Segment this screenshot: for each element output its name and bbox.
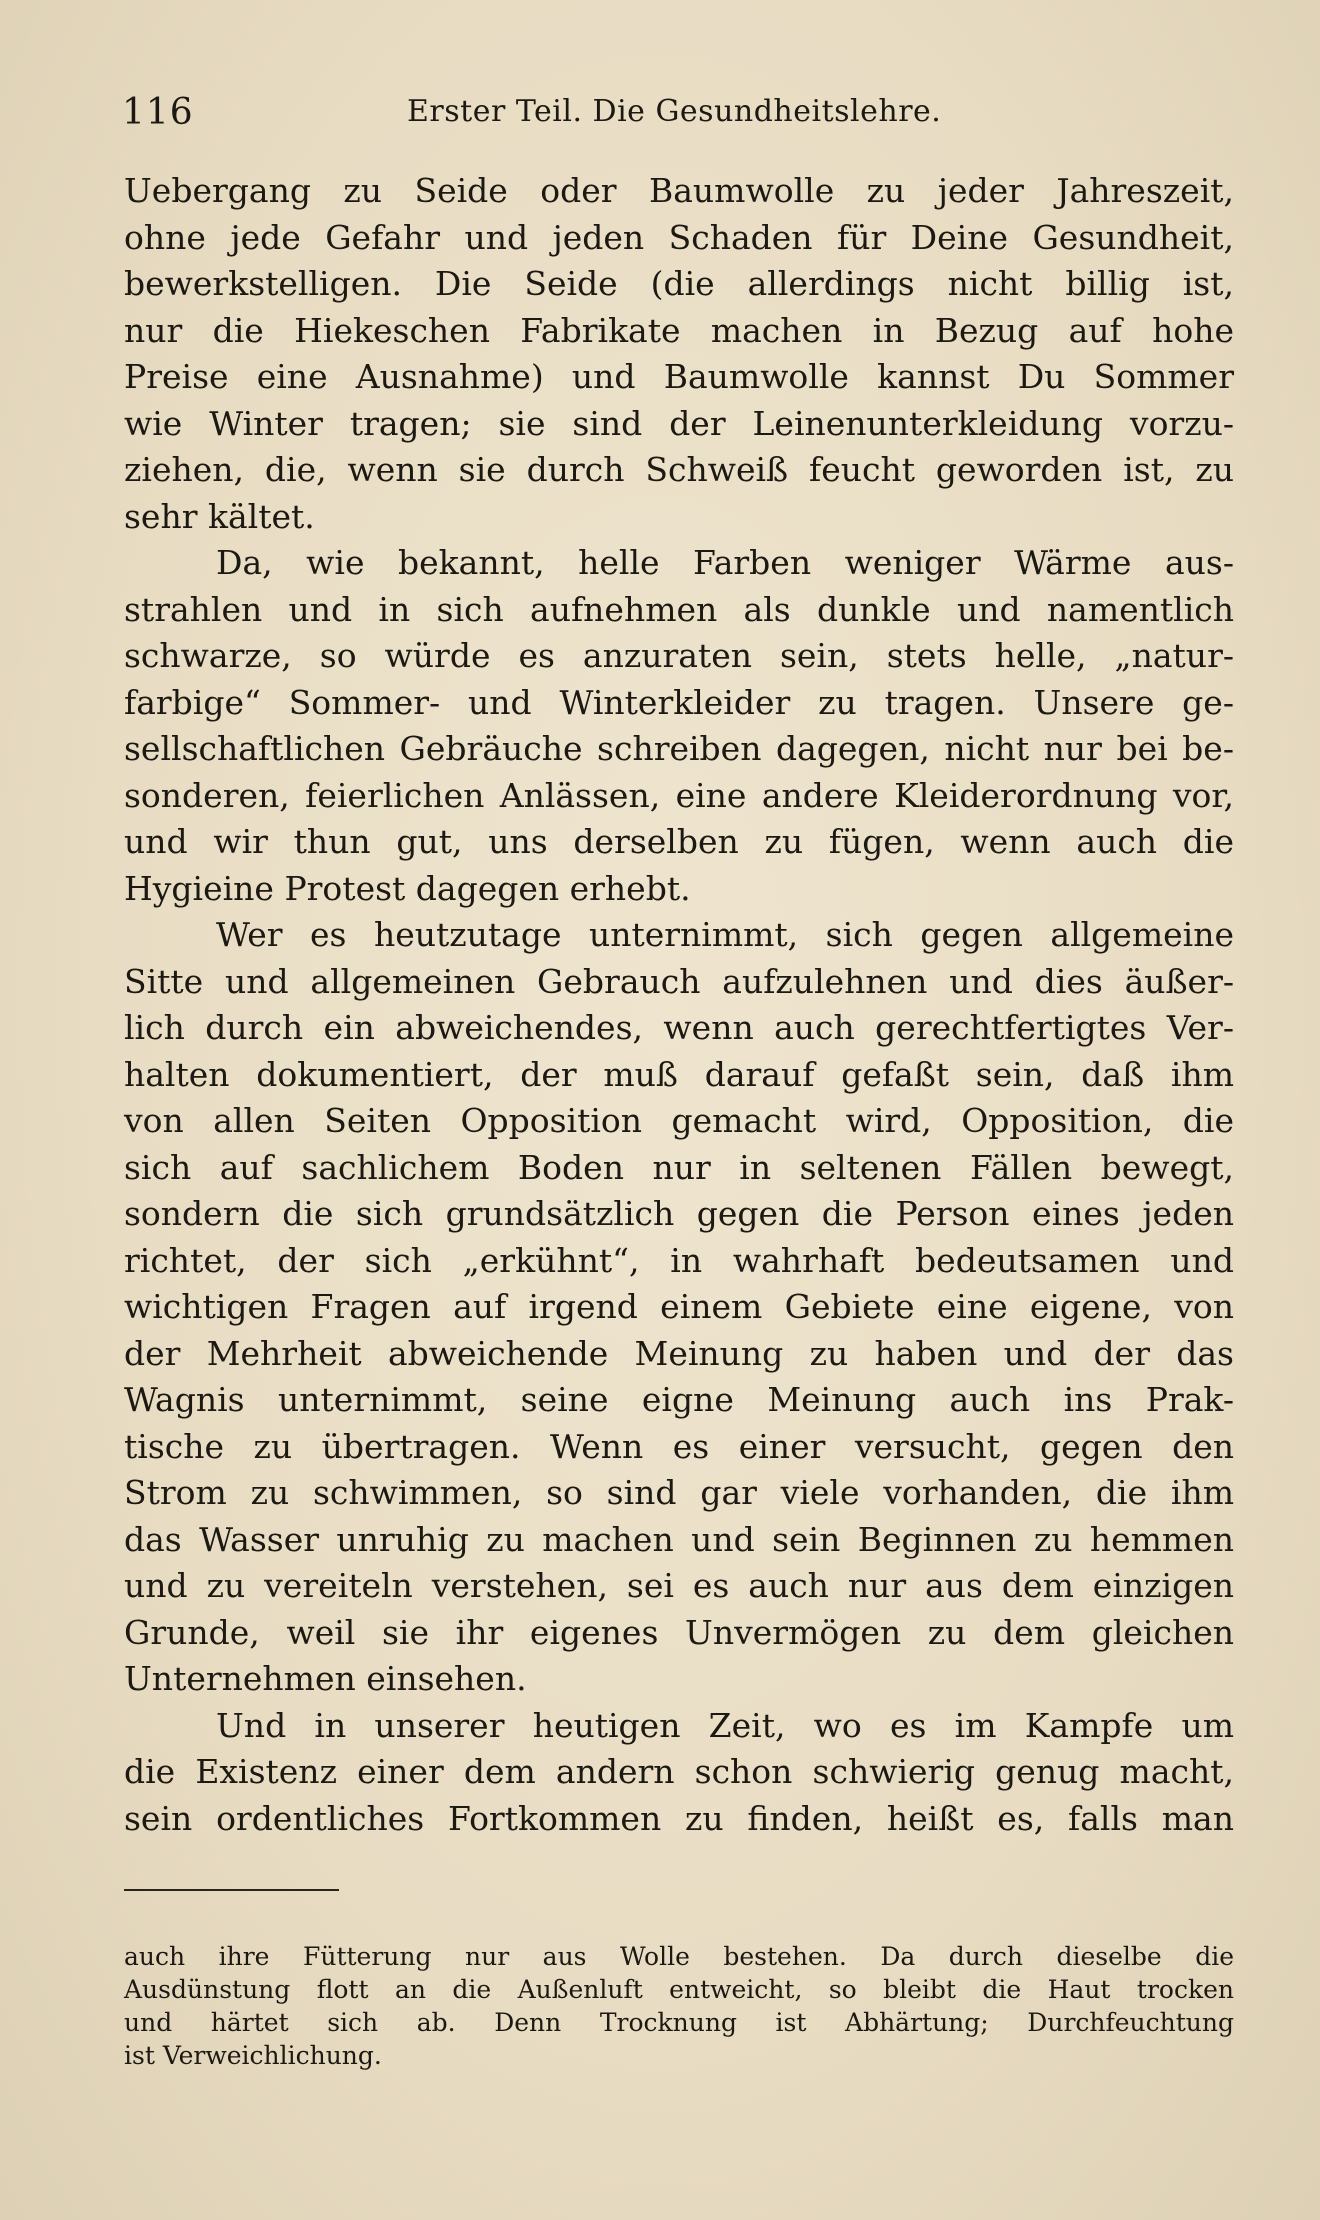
footnote-line: und härtet sich ab. Denn Trocknung ist Abhärtung; Durchfeuchtung	[124, 2008, 1234, 2037]
text-line: Strom zu schwimmen, so sind gar viele vorhanden, die ihm	[124, 1473, 1234, 1512]
text-line: ziehen, die, wenn sie durch Schweiß feucht geworden ist, zu	[124, 450, 1234, 489]
text-line: Wagnis unternimmt, seine eigne Meinung auch ins Prak-	[124, 1380, 1234, 1419]
text-line: nur die Hiekeschen Fabrikate machen in Bezug auf hohe	[124, 310, 1234, 350]
text-line: tische zu übertragen. Wenn es einer versucht, gegen den	[124, 1426, 1234, 1466]
text-line: wie Winter tragen; sie sind der Leinenunterkleidung vorzu-	[124, 403, 1234, 443]
text-line: von allen Seiten Opposition gemacht wird, Opposition, die	[124, 1101, 1234, 1140]
main-text	[124, 168, 1234, 1842]
text-line: halten dokumentiert, der muß darauf gefaßt sein, daß ihm	[124, 1054, 1234, 1094]
text-line: schwarze, so würde es anzuraten sein, stets helle, „natur-	[124, 636, 1234, 675]
page-header	[122, 92, 1232, 142]
text-line: sein ordentliches Fortkommen zu finden, heißt es, falls man	[124, 1798, 1234, 1838]
text-line: wichtigen Fragen auf irgend einem Gebiete eine eigene, von	[124, 1287, 1234, 1326]
footnote	[124, 1940, 1234, 2072]
footnote-line: Ausdünstung flott an die Außenluft entweicht, so bleibt die Haut trocken	[124, 1975, 1234, 2004]
footnote-line: auch ihre Fütterung nur aus Wolle bestehen. Da durch dieselbe die	[124, 1942, 1234, 1971]
text-line: Hygieine Protest dagegen erhebt.	[124, 868, 691, 908]
text-line: bewerkstelligen. Die Seide (die allerdings nicht billig ist,	[124, 264, 1234, 303]
text-line: sellschaftlichen Gebräuche schreiben dagegen, nicht nur bei be-	[124, 729, 1234, 768]
text-line: ohne jede Gefahr und jeden Schaden für Deine Gesundheit,	[124, 217, 1234, 257]
text-line: Preise eine Ausnahme) und Baumwolle kannst Du Sommer	[124, 357, 1234, 396]
text-line: sonderen, feierlichen Anlässen, eine andere Kleiderordnung vor,	[124, 775, 1234, 815]
text-line: Unternehmen einsehen.	[124, 1659, 527, 1698]
running-title: Erster Teil. Die Gesundheitslehre.	[407, 94, 942, 129]
text-line: Uebergang zu Seide oder Baumwolle zu jeder Jahreszeit,	[124, 171, 1234, 210]
text-line: Da, wie bekannt, helle Farben weniger Wärme aus-	[216, 543, 1234, 582]
footnote-divider	[124, 1889, 339, 1891]
text-line: strahlen und in sich aufnehmen als dunkle und namentlich	[124, 589, 1234, 629]
page-number: 116	[122, 92, 194, 133]
text-line: sondern die sich grundsätzlich gegen die Person eines jeden	[124, 1194, 1234, 1233]
text-line: das Wasser unruhig zu machen und sein Beginnen zu hemmen	[124, 1519, 1234, 1559]
text-line: Und in unserer heutigen Zeit, wo es im Kampfe um	[216, 1705, 1234, 1745]
text-line: der Mehrheit abweichende Meinung zu haben und der das	[124, 1333, 1234, 1373]
text-line: lich durch ein abweichendes, wenn auch gerechtfertigtes Ver-	[124, 1008, 1234, 1047]
text-line: richtet, der sich „erkühnt“, in wahrhaft bedeutsamen und	[124, 1240, 1234, 1280]
text-line: und wir thun gut, uns derselben zu fügen, wenn auch die	[124, 822, 1234, 861]
text-line: Grunde, weil sie ihr eigenes Unvermögen zu dem gleichen	[124, 1612, 1234, 1652]
text-line: Sitte und allgemeinen Gebrauch aufzulehnen und dies äußer-	[124, 961, 1234, 1001]
text-line: die Existenz einer dem andern schon schwierig genug macht,	[124, 1752, 1234, 1791]
text-line: Wer es heutzutage unternimmt, sich gegen allgemeine	[216, 915, 1234, 954]
text-line: farbige“ Sommer- und Winterkleider zu tragen. Unsere ge-	[124, 682, 1234, 722]
footnote-line: ist Verweichlichung.	[124, 2041, 382, 2070]
text-line: sich auf sachlichem Boden nur in seltenen Fällen bewegt,	[124, 1147, 1234, 1187]
text-line: sehr kältet.	[124, 496, 315, 536]
text-line: und zu vereiteln verstehen, sei es auch nur aus dem einzigen	[124, 1566, 1234, 1605]
